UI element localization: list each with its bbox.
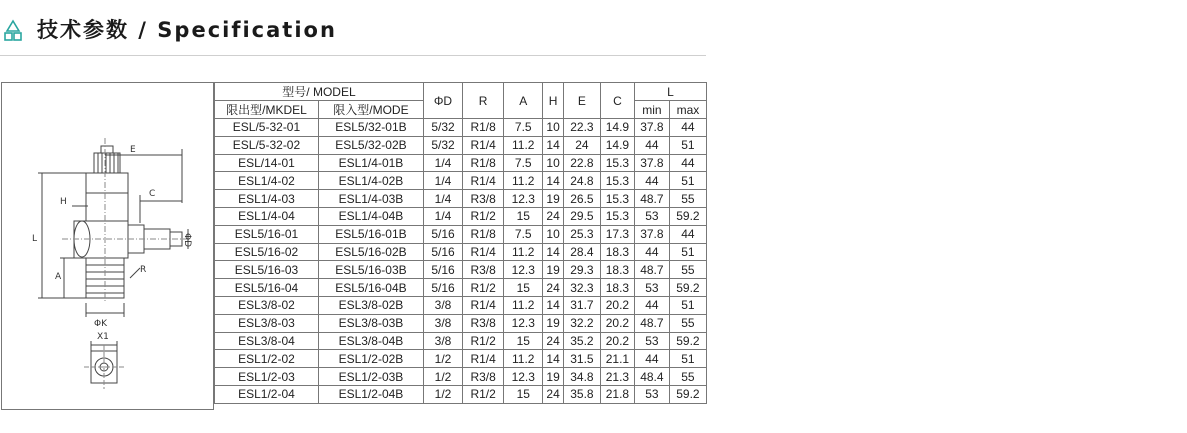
cell-mkdel: ESL3/8-02 (215, 296, 319, 314)
table-row (215, 172, 707, 190)
cell-r: R1/8 (463, 119, 504, 137)
cell-c: 21.8 (600, 385, 634, 403)
cell-a: 15 (504, 332, 543, 350)
cell-r: R1/2 (463, 207, 504, 225)
cell-a: 11.2 (504, 136, 543, 154)
cell-min: 37.8 (634, 154, 669, 172)
cell-max: 44 (669, 154, 706, 172)
cell-max: 59.2 (669, 279, 706, 297)
table-row (215, 279, 707, 297)
cell-d: 5/16 (423, 225, 462, 243)
cell-a: 11.2 (504, 296, 543, 314)
header-mkdel: 限出型/MKDEL (215, 101, 319, 119)
cell-c: 15.3 (600, 207, 634, 225)
cell-r: R1/2 (463, 332, 504, 350)
cell-e: 34.8 (563, 368, 600, 386)
cell-a: 15 (504, 207, 543, 225)
cell-d: 5/32 (423, 119, 462, 137)
cell-min: 44 (634, 296, 669, 314)
cell-min: 48.7 (634, 314, 669, 332)
cell-max: 55 (669, 190, 706, 208)
cell-e: 35.2 (563, 332, 600, 350)
technical-drawing (1, 82, 214, 410)
cell-min: 53 (634, 332, 669, 350)
cell-mkdel: ESL5/16-04 (215, 279, 319, 297)
header-d: ΦD (423, 83, 462, 119)
table-row (215, 154, 707, 172)
cell-max: 51 (669, 350, 706, 368)
cell-c: 15.3 (600, 154, 634, 172)
cell-mkdel: ESL5/16-02 (215, 243, 319, 261)
cell-mode: ESL3/8-04B (318, 332, 423, 350)
cell-a: 12.3 (504, 314, 543, 332)
cell-e: 31.7 (563, 296, 600, 314)
cell-mode: ESL5/16-04B (318, 279, 423, 297)
cell-d: 1/2 (423, 350, 462, 368)
cell-mkdel: ESL1/2-04 (215, 385, 319, 403)
cell-h: 19 (543, 314, 564, 332)
table-row (215, 385, 707, 403)
table-row (215, 225, 707, 243)
cell-h: 19 (543, 368, 564, 386)
cell-max: 51 (669, 136, 706, 154)
header-e: E (563, 83, 600, 119)
header-divider (0, 55, 706, 56)
cell-h: 10 (543, 154, 564, 172)
table-row (215, 296, 707, 314)
cell-r: R1/4 (463, 350, 504, 368)
cell-c: 18.3 (600, 279, 634, 297)
cell-h: 14 (543, 296, 564, 314)
cell-e: 22.8 (563, 154, 600, 172)
label-k: ΦK (94, 319, 107, 329)
cell-h: 24 (543, 279, 564, 297)
cell-c: 18.3 (600, 261, 634, 279)
cell-min: 48.7 (634, 190, 669, 208)
header-max: max (669, 101, 706, 119)
cell-d: 3/8 (423, 314, 462, 332)
cell-r: R1/4 (463, 172, 504, 190)
cell-a: 11.2 (504, 350, 543, 368)
spec-table (214, 82, 707, 404)
cell-max: 51 (669, 296, 706, 314)
cell-e: 24.8 (563, 172, 600, 190)
cell-d: 5/16 (423, 243, 462, 261)
cell-mode: ESL1/2-04B (318, 385, 423, 403)
cell-r: R3/8 (463, 261, 504, 279)
cell-r: R3/8 (463, 314, 504, 332)
header-r: R (463, 83, 504, 119)
cell-min: 53 (634, 279, 669, 297)
table-row (215, 350, 707, 368)
cell-r: R1/8 (463, 154, 504, 172)
cell-r: R3/8 (463, 368, 504, 386)
cell-max: 44 (669, 119, 706, 137)
cell-d: 5/16 (423, 261, 462, 279)
label-e: E (130, 145, 136, 155)
cell-mkdel: ESL1/4-02 (215, 172, 319, 190)
cell-max: 55 (669, 368, 706, 386)
label-d: ΦD (182, 233, 192, 248)
cell-e: 24 (563, 136, 600, 154)
cell-e: 32.3 (563, 279, 600, 297)
cell-d: 1/4 (423, 207, 462, 225)
cell-mode: ESL1/4-01B (318, 154, 423, 172)
cell-a: 7.5 (504, 119, 543, 137)
cell-e: 32.2 (563, 314, 600, 332)
label-h: H (60, 197, 67, 207)
cell-min: 53 (634, 385, 669, 403)
cell-mode: ESL5/16-02B (318, 243, 423, 261)
table-row (215, 332, 707, 350)
table-row (215, 314, 707, 332)
cell-mkdel: ESL5/16-01 (215, 225, 319, 243)
cell-mode: ESL5/32-02B (318, 136, 423, 154)
cell-min: 44 (634, 350, 669, 368)
cell-a: 12.3 (504, 190, 543, 208)
cell-r: R1/2 (463, 385, 504, 403)
cell-mkdel: ESL3/8-03 (215, 314, 319, 332)
cell-d: 5/16 (423, 279, 462, 297)
cell-d: 3/8 (423, 332, 462, 350)
cell-r: R1/4 (463, 136, 504, 154)
cell-a: 11.2 (504, 172, 543, 190)
cell-h: 10 (543, 119, 564, 137)
cell-max: 51 (669, 172, 706, 190)
label-l: L (32, 234, 38, 244)
cell-r: R1/2 (463, 279, 504, 297)
cell-min: 44 (634, 243, 669, 261)
cell-mkdel: ESL1/4-04 (215, 207, 319, 225)
cell-mkdel: ESL1/4-03 (215, 190, 319, 208)
cell-r: R1/4 (463, 243, 504, 261)
cell-c: 20.2 (600, 332, 634, 350)
cell-max: 44 (669, 225, 706, 243)
cell-min: 37.8 (634, 225, 669, 243)
cell-mode: ESL1/2-03B (318, 368, 423, 386)
cell-a: 11.2 (504, 243, 543, 261)
cell-e: 29.3 (563, 261, 600, 279)
cell-min: 44 (634, 172, 669, 190)
cell-a: 12.3 (504, 261, 543, 279)
cell-c: 15.3 (600, 172, 634, 190)
cell-mode: ESL3/8-03B (318, 314, 423, 332)
cell-a: 12.3 (504, 368, 543, 386)
cell-mode: ESL1/4-02B (318, 172, 423, 190)
cell-c: 17.3 (600, 225, 634, 243)
cell-e: 31.5 (563, 350, 600, 368)
cell-mkdel: ESL1/2-03 (215, 368, 319, 386)
cell-h: 14 (543, 172, 564, 190)
cell-r: R1/8 (463, 225, 504, 243)
label-c: C (149, 189, 156, 199)
cell-min: 48.4 (634, 368, 669, 386)
cell-d: 3/8 (423, 296, 462, 314)
table-row (215, 207, 707, 225)
cell-a: 15 (504, 385, 543, 403)
table-row (215, 190, 707, 208)
label-r: R (140, 265, 147, 275)
cell-c: 15.3 (600, 190, 634, 208)
cell-max: 55 (669, 261, 706, 279)
cell-max: 59.2 (669, 385, 706, 403)
table-row (215, 261, 707, 279)
header-l: L (634, 83, 706, 101)
cell-mkdel: ESL1/2-02 (215, 350, 319, 368)
cell-h: 24 (543, 207, 564, 225)
cell-c: 14.9 (600, 136, 634, 154)
cell-h: 10 (543, 225, 564, 243)
page-title: 技术参数 / Specification (37, 18, 337, 42)
table-row (215, 243, 707, 261)
cell-e: 35.8 (563, 385, 600, 403)
cell-h: 24 (543, 332, 564, 350)
cell-d: 1/2 (423, 385, 462, 403)
cell-c: 21.3 (600, 368, 634, 386)
label-a: A (55, 272, 62, 282)
label-x1: X1 (97, 332, 109, 342)
cell-max: 59.2 (669, 207, 706, 225)
cell-e: 29.5 (563, 207, 600, 225)
cell-c: 18.3 (600, 243, 634, 261)
cell-min: 37.8 (634, 119, 669, 137)
cell-h: 14 (543, 243, 564, 261)
body-shape (86, 173, 128, 221)
cell-d: 1/4 (423, 190, 462, 208)
section-header (0, 0, 706, 56)
cell-a: 15 (504, 279, 543, 297)
header-h: H (543, 83, 564, 119)
header-c: C (600, 83, 634, 119)
fitting-diagram (2, 83, 213, 409)
cell-c: 20.2 (600, 314, 634, 332)
cell-d: 5/32 (423, 136, 462, 154)
spec-table-body (215, 119, 707, 404)
cell-e: 28.4 (563, 243, 600, 261)
cell-mode: ESL5/16-03B (318, 261, 423, 279)
cell-mode: ESL5/32-01B (318, 119, 423, 137)
cell-mkdel: ESL/5-32-02 (215, 136, 319, 154)
cell-r: R3/8 (463, 190, 504, 208)
cell-a: 7.5 (504, 225, 543, 243)
table-row (215, 368, 707, 386)
cell-min: 53 (634, 207, 669, 225)
header-model: 型号/ MODEL (215, 83, 424, 101)
cell-d: 1/2 (423, 368, 462, 386)
cell-c: 20.2 (600, 296, 634, 314)
cell-mode: ESL1/2-02B (318, 350, 423, 368)
cell-d: 1/4 (423, 154, 462, 172)
cell-e: 22.3 (563, 119, 600, 137)
cell-mode: ESL3/8-02B (318, 296, 423, 314)
triangle-square-icon (4, 18, 22, 42)
cell-c: 14.9 (600, 119, 634, 137)
cell-h: 14 (543, 136, 564, 154)
cell-h: 14 (543, 350, 564, 368)
header-mode: 限入型/MODE (318, 101, 423, 119)
cell-d: 1/4 (423, 172, 462, 190)
cell-mkdel: ESL/5-32-01 (215, 119, 319, 137)
table-row (215, 136, 707, 154)
cell-mode: ESL5/16-01B (318, 225, 423, 243)
cell-min: 44 (634, 136, 669, 154)
cell-mode: ESL1/4-04B (318, 207, 423, 225)
cell-max: 55 (669, 314, 706, 332)
cell-c: 21.1 (600, 350, 634, 368)
cell-h: 24 (543, 385, 564, 403)
cell-mkdel: ESL5/16-03 (215, 261, 319, 279)
cell-mode: ESL1/4-03B (318, 190, 423, 208)
cell-mkdel: ESL/14-01 (215, 154, 319, 172)
cell-h: 19 (543, 261, 564, 279)
cell-e: 25.3 (563, 225, 600, 243)
cell-max: 51 (669, 243, 706, 261)
cell-mkdel: ESL3/8-04 (215, 332, 319, 350)
cell-max: 59.2 (669, 332, 706, 350)
header-a: A (504, 83, 543, 119)
cell-min: 48.7 (634, 261, 669, 279)
cell-h: 19 (543, 190, 564, 208)
cell-e: 26.5 (563, 190, 600, 208)
header-min: min (634, 101, 669, 119)
cell-a: 7.5 (504, 154, 543, 172)
cell-r: R1/4 (463, 296, 504, 314)
table-row (215, 119, 707, 137)
